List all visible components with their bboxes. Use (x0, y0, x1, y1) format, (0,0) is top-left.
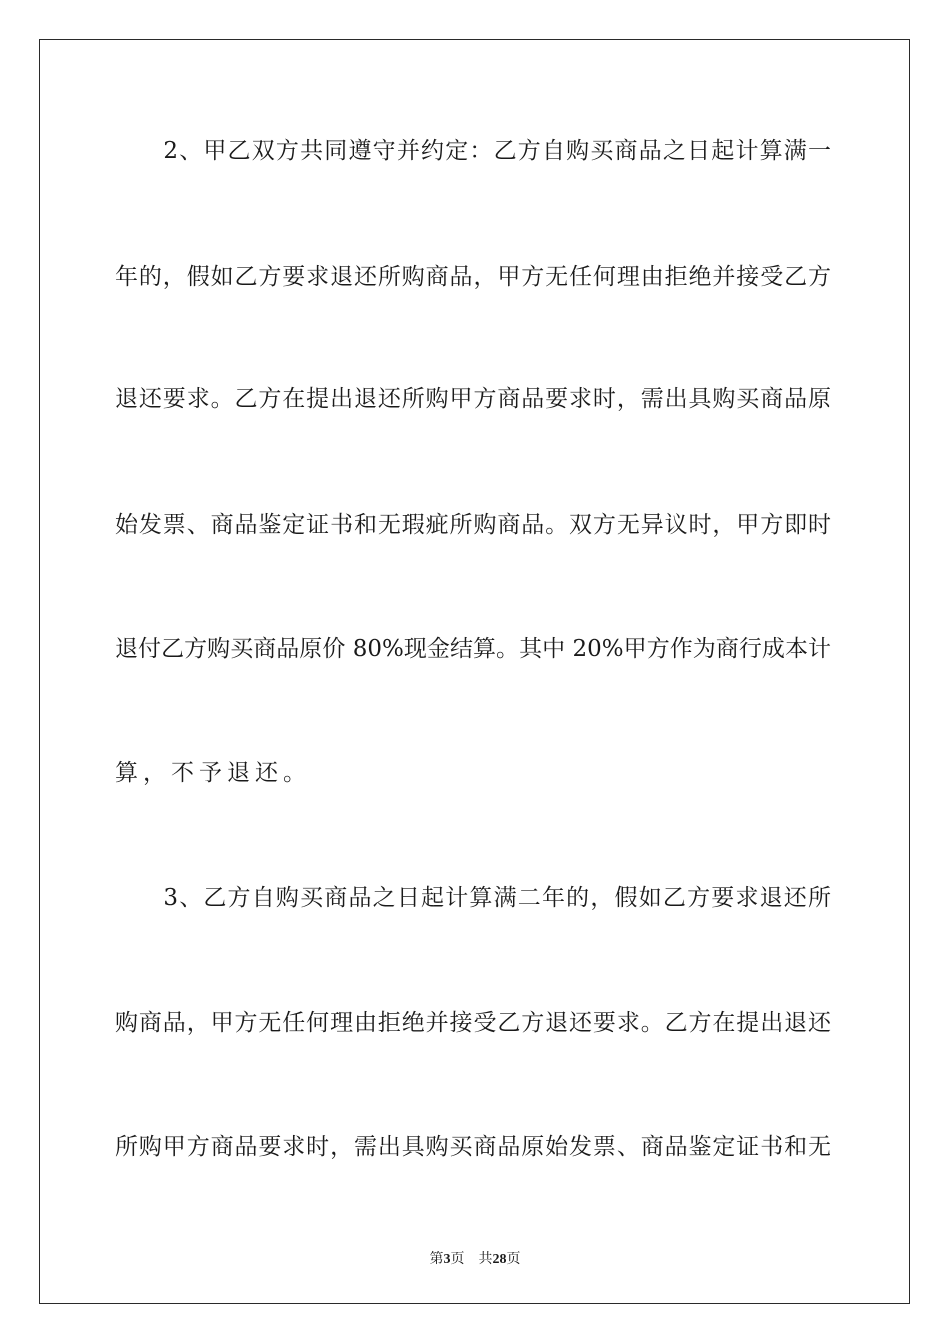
total-prefix: 共 (478, 1251, 493, 1267)
page-prefix: 第 (429, 1251, 444, 1267)
paragraph-3-line-3: 所购甲方商品要求时，需出具购买商品原始发票、商品鉴定证书和无 (115, 1134, 831, 1160)
page-number: 3 (443, 1252, 451, 1267)
page-suffix: 页 (450, 1251, 465, 1267)
paragraph-3-line-2: 购商品，甲方无任何理由拒绝并接受乙方退还要求。乙方在提出退还 (115, 1010, 831, 1036)
paragraph-2-line-5: 退付乙方购买商品原价 80%现金结算。其中 20%甲方作为商行成本计 (115, 636, 831, 662)
paragraph-2-line-4: 始发票、商品鉴定证书和无瑕疵所购商品。双方无异议时，甲方即时 (115, 512, 831, 538)
paragraph-3-line-1: 3、乙方自购买商品之日起计算满二年的，假如乙方要求退还所 (115, 885, 831, 911)
paragraph-2-line-3: 退还要求。乙方在提出退还所购甲方商品要求时，需出具购买商品原 (115, 386, 831, 412)
total-pages: 28 (492, 1252, 507, 1267)
paragraph-2-line-2: 年的，假如乙方要求退还所购商品，甲方无任何理由拒绝并接受乙方 (115, 264, 831, 290)
paragraph-2-line-6: 算，不予退还。 (115, 760, 311, 786)
page-border (39, 39, 910, 1304)
page-footer (0, 1250, 950, 1269)
paragraph-2-line-1: 2、甲乙双方共同遵守并约定：乙方自购买商品之日起计算满一 (115, 138, 831, 164)
total-suffix: 页 (506, 1251, 521, 1267)
